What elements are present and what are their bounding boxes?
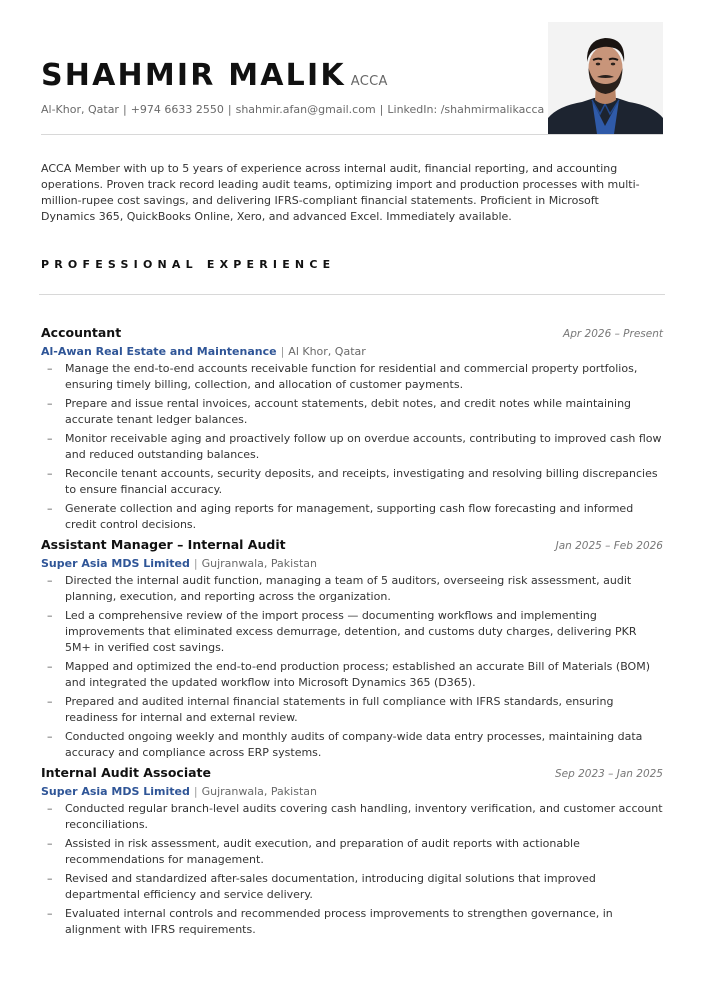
bullet-text: Monitor receivable aging and proactively follow up on overdue accounts, contributing to improved cash flow and reduced outstanding balances. bbox=[65, 432, 662, 461]
bullet-item bbox=[41, 729, 663, 761]
job-bullets bbox=[41, 801, 663, 938]
dash-icon: – bbox=[47, 432, 53, 445]
dash-icon: – bbox=[47, 397, 53, 410]
bullet-item bbox=[41, 836, 663, 868]
dash-icon: – bbox=[47, 362, 53, 375]
company-location: Gujranwala, Pakistan bbox=[201, 785, 317, 798]
bullet-item bbox=[41, 608, 663, 656]
contact-location: Al-Khor, Qatar bbox=[41, 103, 119, 116]
job-dates: Apr 2026 – Present bbox=[563, 328, 663, 340]
company-name: Al-Awan Real Estate and Maintenance bbox=[41, 345, 277, 358]
contact-separator: | bbox=[227, 103, 232, 116]
job-header bbox=[41, 325, 663, 343]
job-bullets bbox=[41, 573, 663, 761]
professional-summary: ACCA Member with up to 5 years of experience across internal audit, financial reporting, and accounting operations. Proven track record leading audit teams, optimizing import and production processes with multi-million-rupee cost savings, and delivering IFRS-compliant financial statements. Proficient in Microsoft Dynamics 365, QuickBooks Online, Xero, and advanced Excel. Immediately available. bbox=[41, 162, 640, 223]
bullet-item bbox=[41, 361, 663, 393]
contact-line bbox=[41, 103, 544, 116]
bullet-item bbox=[41, 801, 663, 833]
bullet-item bbox=[41, 501, 663, 533]
bullet-text: Assisted in risk assessment, audit execution, and preparation of audit reports with actionable recommendations for management. bbox=[65, 837, 580, 866]
dash-icon: – bbox=[47, 609, 53, 622]
bullet-item bbox=[41, 573, 663, 605]
job-organization bbox=[41, 343, 663, 361]
credential-label: ACCA bbox=[350, 74, 388, 89]
name-row bbox=[41, 58, 388, 93]
bullet-item bbox=[41, 871, 663, 903]
bullet-text: Generate collection and aging reports for management, supporting cash flow forecasting and informed credit control decisions. bbox=[65, 502, 634, 531]
job-title: Accountant bbox=[41, 325, 122, 340]
section-divider bbox=[39, 294, 665, 295]
dash-icon: – bbox=[47, 730, 53, 743]
bullet-item bbox=[41, 694, 663, 726]
bullet-item bbox=[41, 396, 663, 428]
job-organization bbox=[41, 783, 663, 801]
bullet-text: Evaluated internal controls and recommended process improvements to strengthen governance, in alignment with IFRS requirements. bbox=[65, 907, 613, 936]
job-dates: Sep 2023 – Jan 2025 bbox=[554, 768, 663, 780]
org-separator: | bbox=[193, 785, 198, 798]
job-entry-internal-audit-associate bbox=[41, 765, 663, 938]
dash-icon: – bbox=[47, 872, 53, 885]
header-divider bbox=[41, 134, 663, 135]
org-separator: | bbox=[193, 557, 198, 570]
bullet-text: Reconcile tenant accounts, security deposits, and receipts, investigating and resolving billing discrepancies to ensure financial accuracy. bbox=[65, 467, 658, 496]
contact-linkedin[interactable]: LinkedIn: /shahmirmalikacca bbox=[387, 103, 545, 116]
contact-email[interactable]: shahmir.afan@gmail.com bbox=[235, 103, 376, 116]
job-title: Assistant Manager – Internal Audit bbox=[41, 537, 286, 552]
contact-separator: | bbox=[122, 103, 127, 116]
job-entry-accountant bbox=[41, 325, 663, 533]
dash-icon: – bbox=[47, 802, 53, 815]
bullet-text: Prepared and audited internal financial statements in full compliance with IFRS standards, ensuring readiness for internal and external review. bbox=[65, 695, 614, 724]
bullet-text: Conducted ongoing weekly and monthly audits of company-wide data entry processes, maintaining data accuracy and compliance across ERP systems. bbox=[65, 730, 643, 759]
company-name: Super Asia MDS Limited bbox=[41, 557, 190, 570]
job-organization bbox=[41, 555, 663, 573]
dash-icon: – bbox=[47, 907, 53, 920]
job-entry-assistant-manager bbox=[41, 537, 663, 761]
experience-list bbox=[41, 325, 663, 942]
profile-photo-illustration bbox=[548, 22, 663, 134]
job-bullets bbox=[41, 361, 663, 533]
company-name: Super Asia MDS Limited bbox=[41, 785, 190, 798]
job-header bbox=[41, 765, 663, 783]
dash-icon: – bbox=[47, 574, 53, 587]
contact-phone[interactable]: +974 6633 2550 bbox=[130, 103, 224, 116]
dash-icon: – bbox=[47, 660, 53, 673]
bullet-text: Directed the internal audit function, managing a team of 5 auditors, overseeing risk assessment, audit planning, execution, and reporting across the organization. bbox=[65, 574, 632, 603]
job-dates: Jan 2025 – Feb 2026 bbox=[555, 540, 663, 552]
bullet-item bbox=[41, 466, 663, 498]
dash-icon: – bbox=[47, 695, 53, 708]
contact-separator: | bbox=[379, 103, 384, 116]
bullet-item bbox=[41, 659, 663, 691]
profile-photo bbox=[548, 22, 663, 134]
dash-icon: – bbox=[47, 837, 53, 850]
company-location: Al Khor, Qatar bbox=[288, 345, 366, 358]
bullet-text: Revised and standardized after-sales documentation, introducing digital solutions that improved departmental efficiency and service delivery. bbox=[65, 872, 596, 901]
job-title: Internal Audit Associate bbox=[41, 765, 211, 780]
candidate-name: SHAHMIR MALIK bbox=[41, 58, 346, 93]
bullet-item bbox=[41, 431, 663, 463]
bullet-text: Led a comprehensive review of the import process — documenting workflows and implementing improvements that eliminated excess demurrage, detention, and customs duty charges, delivering PKR 5M+ in verified cost savings. bbox=[65, 609, 637, 654]
bullet-item bbox=[41, 906, 663, 938]
dash-icon: – bbox=[47, 502, 53, 515]
dash-icon: – bbox=[47, 467, 53, 480]
company-location: Gujranwala, Pakistan bbox=[201, 557, 317, 570]
bullet-text: Prepare and issue rental invoices, account statements, debit notes, and credit notes while maintaining accurate tenant ledger balances. bbox=[65, 397, 632, 426]
job-header bbox=[41, 537, 663, 555]
org-separator: | bbox=[280, 345, 285, 358]
bullet-text: Manage the end-to-end accounts receivable function for residential and commercial property portfolios, ensuring timely billing, collection, and allocation of customer payments. bbox=[65, 362, 638, 391]
section-title-experience: PROFESSIONAL EXPERIENCE bbox=[41, 258, 336, 271]
bullet-text: Mapped and optimized the end-to-end production process; established an accurate Bill of Materials (BOM) and integrated the updated workflow into Microsoft Dynamics 365 (D365). bbox=[65, 660, 650, 689]
bullet-text: Conducted regular branch-level audits covering cash handling, inventory verification, and customer account reconciliations. bbox=[65, 802, 663, 831]
